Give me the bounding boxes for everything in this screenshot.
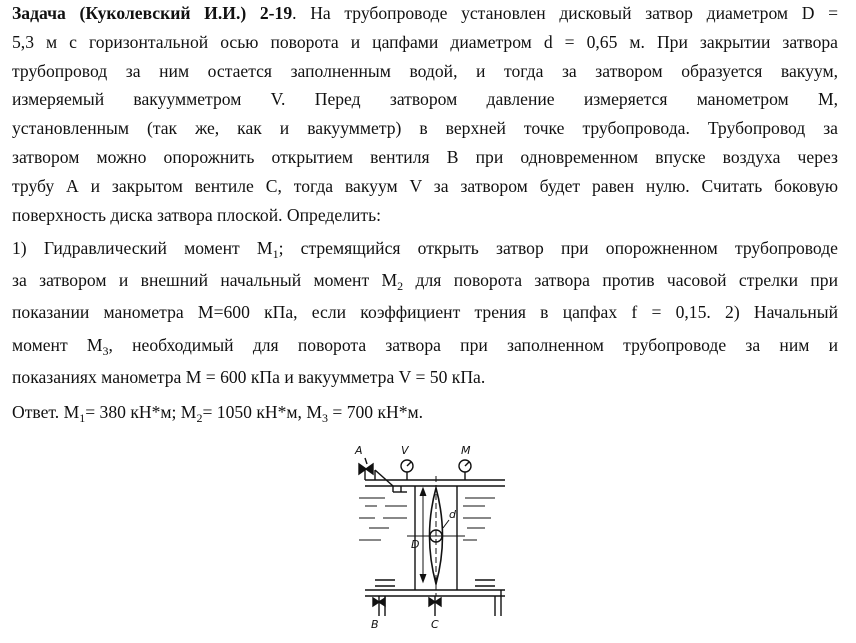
statement-line-4: измеряемый вакуумметром V. Перед затвором давление измеряется манометром М, — [12, 89, 838, 110]
statement-line-2: 5,3 м с горизонтальной осью поворота и цапфами диаметром d = 0,65 м. При закрытии затвора — [12, 31, 838, 52]
manometer — [459, 460, 471, 480]
pipeline-diagram — [345, 440, 515, 640]
statement-line-5: установленным (так же, как и вакуумметр) в верхней точке трубопровода. Трубопровод за — [12, 118, 838, 139]
statement-line-7: трубу А и закрытом вентиле С, тогда вакуум V за затвором будет равен нулю. Считать боковую — [12, 175, 838, 196]
answer-line: Ответ. $М_1= 380$ кН*м; $М_2= 1050$ кН*м, $М_3 = 700$ кН*м. — [12, 402, 424, 425]
label-c: C — [431, 618, 439, 631]
statement-line-6: затвором можно опорожнить открытием вентиля В при одновременном впуске воздуха через — [12, 146, 838, 167]
vacuum-gauge — [401, 460, 413, 480]
statement-line-3: трубопровод за ним остается заполненным водой, и тогда за затвором образуется вакуум, — [12, 60, 838, 81]
problem-statement — [12, 0, 838, 229]
valve-c — [429, 596, 441, 616]
question-line-1: 1) Гидравлический момент $М_1$; стремящийся открыть затвор при опорожненном трубопроводе — [12, 238, 838, 261]
label-b: B — [371, 618, 379, 631]
label-v: V — [401, 444, 409, 457]
label-d-big: D — [411, 538, 420, 551]
water-level-dashes — [359, 498, 495, 540]
statement-line-8: поверхность диска затвора плоской. Определить: — [12, 204, 381, 225]
label-m: M — [461, 444, 471, 457]
label-a: A — [355, 444, 363, 457]
question-line-3: показании манометра М=600 кПа, если коэффициент трения в цапфах f = 0,15. 2) Начальный — [12, 302, 838, 323]
statement-line-1: Задача (Куколевский И.И.) 2-19. На трубопроводе установлен дисковый затвор диаметром D = — [12, 3, 838, 23]
questions — [12, 232, 838, 393]
pipeline-valve-figure — [345, 440, 515, 640]
question-line-4: момент $М_3$, необходимый для поворота затвора при заполненном трубопроводе за ним и — [12, 334, 838, 358]
disk-valve — [407, 476, 465, 596]
diameter-dimension — [420, 488, 426, 582]
pipe-a — [359, 458, 393, 486]
question-line-2: за затвором и внешний начальный момент $М_2$ для поворота затвора против часовой стрелки при — [12, 270, 838, 294]
question-line-5: показаниях манометра М = 600 кПа и вакуумметра V = 50 кПа. — [12, 366, 486, 387]
problem-title: Задача (Куколевский И.И.) 2-19 — [12, 3, 293, 23]
label-d-small: d — [449, 508, 456, 521]
answer — [12, 398, 838, 427]
